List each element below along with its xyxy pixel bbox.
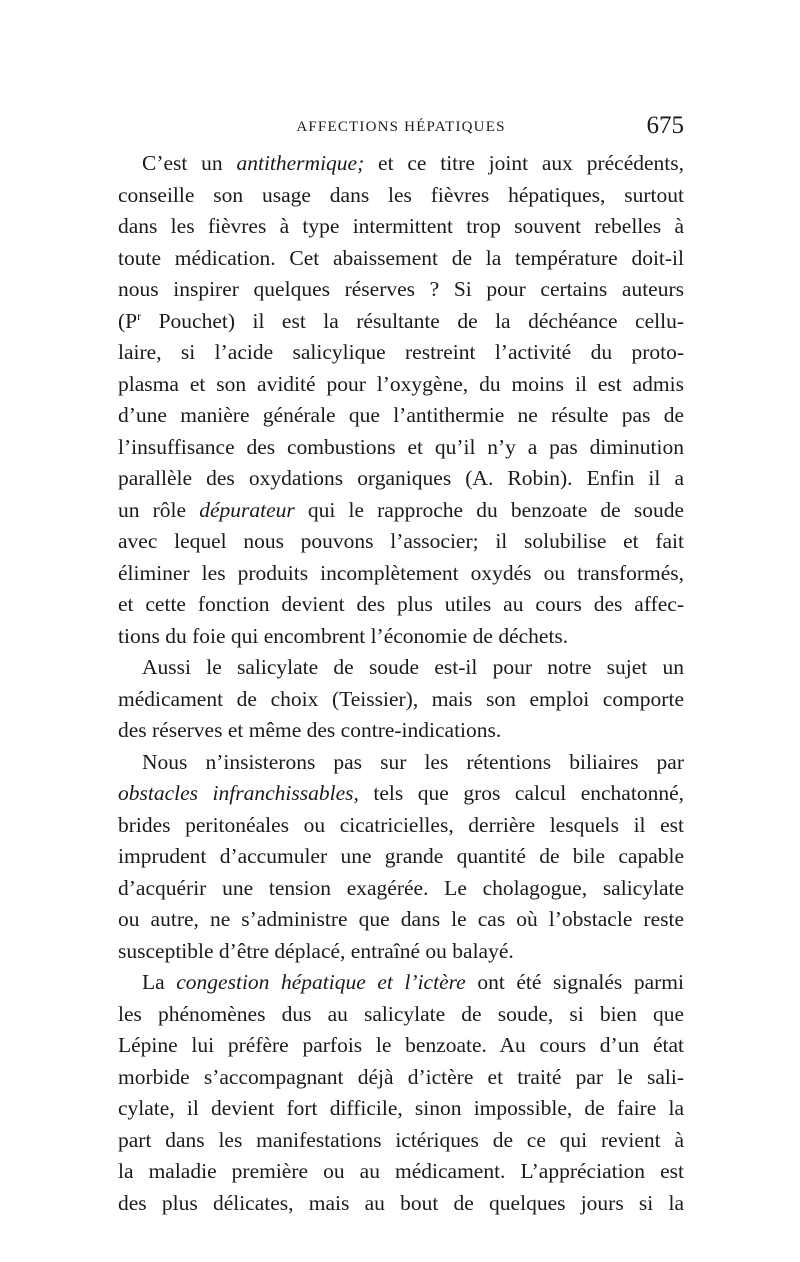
text-segment: Nous n’insisterons pas sur les rétentions biliaires par [142,749,684,774]
text-segment: Aussi le salicylate de soude est-il pour notre sujet un [142,655,684,679]
text-line [118,558,684,590]
text-segment: C’est un [142,151,237,175]
text-segment: ont été signalés parmi [465,970,684,994]
text-segment: d’acquérir une tension exagérée. Le cholagogue, salicylate [118,875,684,900]
text-segment: des plus délicates, mais au bout de quelques jours si la [118,1190,684,1215]
text-segment: dans les fièvres à type intermittent trop souvent rebelles à [118,214,684,238]
text-segment: qui le rapproche du benzoate de soude [294,497,684,522]
text-segment: la maladie première ou au médicament. L’appréciation est [118,1159,684,1183]
text-line [118,967,684,999]
text-line [118,180,684,212]
text-segment: susceptible d’être déplacé, entraîné ou balayé. [118,938,514,963]
text-line [118,369,684,401]
text-segment: cylate, il devient fort difficile, sinon impossible, de faire la [118,1096,684,1120]
text-segment: nous inspirer quelques réserves ? Si pour certains auteurs [118,277,684,301]
page-number: 675 [646,112,684,139]
text-segment: tions du foie qui encombrent l’économie de déchets. [118,623,569,648]
running-title: AFFECTIONS HÉPATIQUES [296,119,506,135]
text-segment: parallèle des oxydations organiques (A. Robin). Enfin il a [118,466,684,490]
text-line [118,589,684,621]
text-segment: d’une manière générale que l’antithermie ne résulte pas de [118,403,684,427]
text-segment: un rôle [118,497,200,522]
text-segment: Lépine lui préfère parfois le benzoate. Au cours d’un état [118,1033,684,1057]
text-line [118,747,684,779]
text-line [118,432,684,464]
text-line [118,1062,684,1094]
text-line [118,652,684,684]
text-segment: toute médication. Cet abaissement de la température doit-il [118,245,684,270]
text-segment: des réserves et même des contre-indications. [118,718,502,742]
text-line [118,400,684,432]
text-segment: et cette fonction devient des plus utiles au cours des affec- [118,592,684,616]
text-line [118,715,684,747]
text-line [118,1093,684,1125]
text-segment: tels que gros calcul enchatonné, [358,781,684,805]
text-segment: avec lequel nous pouvons l’associer; il solubilise et fait [118,529,684,553]
text-line [118,495,684,527]
italic-text: obstacles infranchissables, [118,781,359,805]
text-line [118,621,684,653]
text-segment: conseille son usage dans les fièvres hépatiques, surtout [118,182,684,207]
italic-text: dépurateur [199,497,295,522]
text-line [118,1030,684,1062]
text-segment: part dans les manifestations ictériques de ce qui revient à [118,1127,684,1152]
text-segment: les phénomènes dus au salicylate de soude, si bien que [118,1001,684,1026]
text-line [118,904,684,936]
text-line [118,526,684,558]
text-line [118,841,684,873]
text-segment: médicament de choix (Teissier), mais son emploi comporte [118,686,684,711]
text-line [118,1188,684,1220]
text-segment: imprudent d’accumuler une grande quantité de bile capable [118,844,684,868]
text-segment: Pouchet) il est la résultante de la déchéance cellu- [141,308,684,333]
text-line [118,810,684,842]
italic-text: antithermique; [236,151,365,175]
text-line [118,778,684,810]
text-line [118,1125,684,1157]
running-head [118,112,684,146]
text-line [118,148,684,180]
text-segment: plasma et son avidité pour l’oxygène, du moins il est admis [118,371,684,396]
text-line [118,873,684,905]
text-segment: brides peritonéales ou cicatricielles, derrière lesquels il est [118,812,684,837]
text-segment: ou autre, ne s’administre que dans le cas où l’obstacle reste [118,907,684,931]
text-line [118,936,684,968]
text-line [118,463,684,495]
text-line [118,274,684,306]
text-segment: laire, si l’acide salicylique restreint l’activité du proto- [118,340,684,364]
text-line [118,337,684,369]
italic-text: congestion hépatique et l’ictère [176,970,466,994]
text-line [118,211,684,243]
text-segment: et ce titre joint aux précédents, [364,151,684,175]
text-segment: éliminer les produits incomplètement oxydés ou transformés, [118,560,684,585]
text-line [118,306,684,338]
text-line [118,684,684,716]
text-line [118,999,684,1031]
text-segment: (P [118,308,138,333]
body-text [118,148,684,1219]
text-line [118,243,684,275]
text-line [118,1156,684,1188]
text-segment: La [142,970,177,994]
text-segment: l’insuffisance des combustions et qu’il n’y a pas diminution [118,434,684,459]
text-segment: morbide s’accompagnant déjà d’ictère et traité par le sali- [118,1064,684,1089]
superscript-text: r [137,308,142,323]
